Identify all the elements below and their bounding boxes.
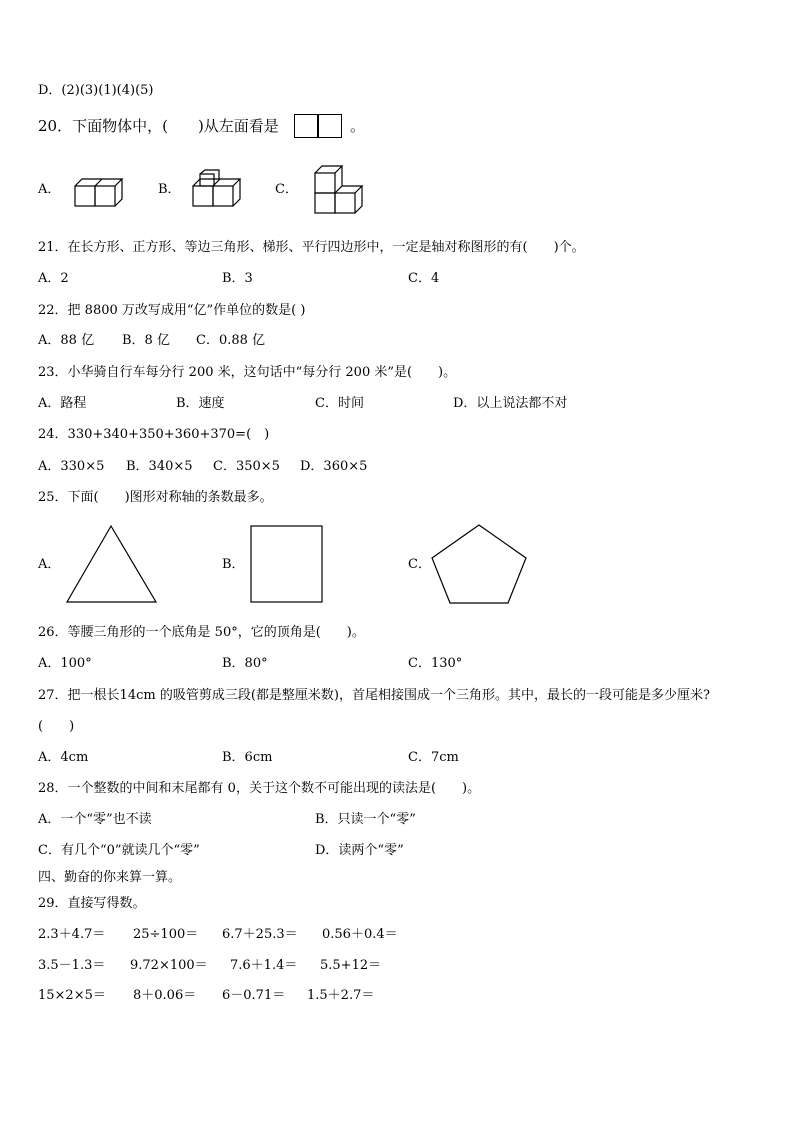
- q23-text: 23．小华骑自行车每分行 200 米，这句话中“每分行 200 米”是( )。: [38, 365, 457, 380]
- q22-option-b[interactable]: B．8 亿: [122, 333, 170, 348]
- q26-option-a[interactable]: A．100°: [38, 656, 92, 671]
- q28-option-a[interactable]: A．一个“零”也不读: [38, 812, 152, 827]
- prev-option-d: D．(2)(3)(1)(4)(5): [38, 83, 154, 98]
- q28-text: 28．一个整数的中间和末尾都有 0，关于这个数不可能出现的读法是( )。: [38, 781, 481, 796]
- q25-option-a[interactable]: A．: [38, 557, 61, 572]
- q29-expr: 7.6＋1.4＝: [230, 958, 298, 973]
- q21-text: 21．在长方形、正方形、等边三角形、梯形、平行四边形中，一定是轴对称图形的有( )个。: [38, 240, 585, 255]
- q29-expr: 6.7＋25.3＝: [222, 927, 298, 942]
- q28-option-c[interactable]: C．有几个“0”就读几个“零”: [38, 843, 200, 858]
- q20-option-c[interactable]: C．: [275, 182, 298, 197]
- q22-option-c[interactable]: C．0.88 亿: [196, 333, 266, 348]
- q24-option-a[interactable]: A．330×5: [38, 459, 105, 474]
- q23-option-a[interactable]: A．路程: [38, 396, 87, 411]
- q29-expr: 15×2×5＝: [38, 988, 106, 1003]
- q29-expr: 2.3＋4.7＝: [38, 927, 106, 942]
- q20-tail: 。: [350, 117, 366, 135]
- section-4-heading: 四、勤奋的你来算一算。: [38, 870, 182, 885]
- q25-text: 25．下面( )图形对称轴的条数最多。: [38, 490, 273, 505]
- q26-option-b[interactable]: B．80°: [222, 656, 268, 671]
- q29-text: 29．直接写得数。: [38, 896, 146, 911]
- q29-expr: 5.5+12＝: [320, 958, 382, 973]
- q25-option-c[interactable]: C．: [408, 557, 431, 572]
- q25-triangle-shape: [66, 525, 158, 603]
- q29-expr: 0.56＋0.4＝: [322, 927, 398, 942]
- q25-square-shape: [250, 525, 324, 603]
- q29-expr: 25÷100＝: [133, 927, 199, 942]
- q20-figure-b-cubes: [190, 170, 240, 210]
- q28-option-d[interactable]: D．读两个“零”: [315, 843, 404, 858]
- q21-option-c[interactable]: C．4: [408, 271, 440, 286]
- q29-expr: 9.72×100＝: [130, 958, 208, 973]
- q27-option-a[interactable]: A．4cm: [38, 750, 89, 765]
- q20-option-b[interactable]: B．: [158, 182, 181, 197]
- q25-pentagon-shape: [430, 524, 528, 604]
- q25-option-b[interactable]: B．: [222, 557, 245, 572]
- q27-option-b[interactable]: B．6cm: [222, 750, 273, 765]
- q22-option-a[interactable]: A．88 亿: [38, 333, 95, 348]
- q21-option-b[interactable]: B．3: [222, 271, 253, 286]
- q29-expr: 1.5＋2.7＝: [307, 988, 375, 1003]
- q24-text: 24．330+340+350+360+370=( ): [38, 427, 270, 442]
- q29-expr: 6－0.71＝: [222, 988, 286, 1003]
- q29-expr: 8＋0.06＝: [133, 988, 197, 1003]
- q27-text-line2: ( ): [38, 719, 75, 734]
- q20-figure-a-cubes: [72, 176, 122, 208]
- q27-option-c[interactable]: C．7cm: [408, 750, 459, 765]
- q23-option-c[interactable]: C．时间: [315, 396, 364, 411]
- q20-left-view-figure: [294, 114, 342, 138]
- q28-option-b[interactable]: B．只读一个“零”: [315, 812, 416, 827]
- q23-option-b[interactable]: B．速度: [176, 396, 225, 411]
- q20-text: 20．下面物体中，( )从左面看是: [38, 117, 279, 135]
- q23-option-d[interactable]: D．以上说法都不对: [453, 396, 568, 411]
- q26-text: 26．等腰三角形的一个底角是 50°，它的顶角是( )。: [38, 625, 365, 640]
- q27-text: 27．把一根长14cm 的吸管剪成三段(都是整厘米数)，首尾相接围成一个三角形。其中，最长的一段可能是多少厘米?: [38, 688, 710, 703]
- q24-option-d[interactable]: D．360×5: [300, 459, 368, 474]
- q20-figure-c-cubes: [312, 163, 362, 215]
- q21-option-a[interactable]: A．2: [38, 271, 69, 286]
- q22-text: 22．把 8800 万改写成用“亿”作单位的数是( ): [38, 303, 306, 318]
- q29-expr: 3.5－1.3＝: [38, 958, 106, 973]
- q24-option-b[interactable]: B．340×5: [126, 459, 193, 474]
- q26-option-c[interactable]: C．130°: [408, 656, 463, 671]
- q24-option-c[interactable]: C．350×5: [213, 459, 280, 474]
- q20-option-a[interactable]: A．: [38, 182, 61, 197]
